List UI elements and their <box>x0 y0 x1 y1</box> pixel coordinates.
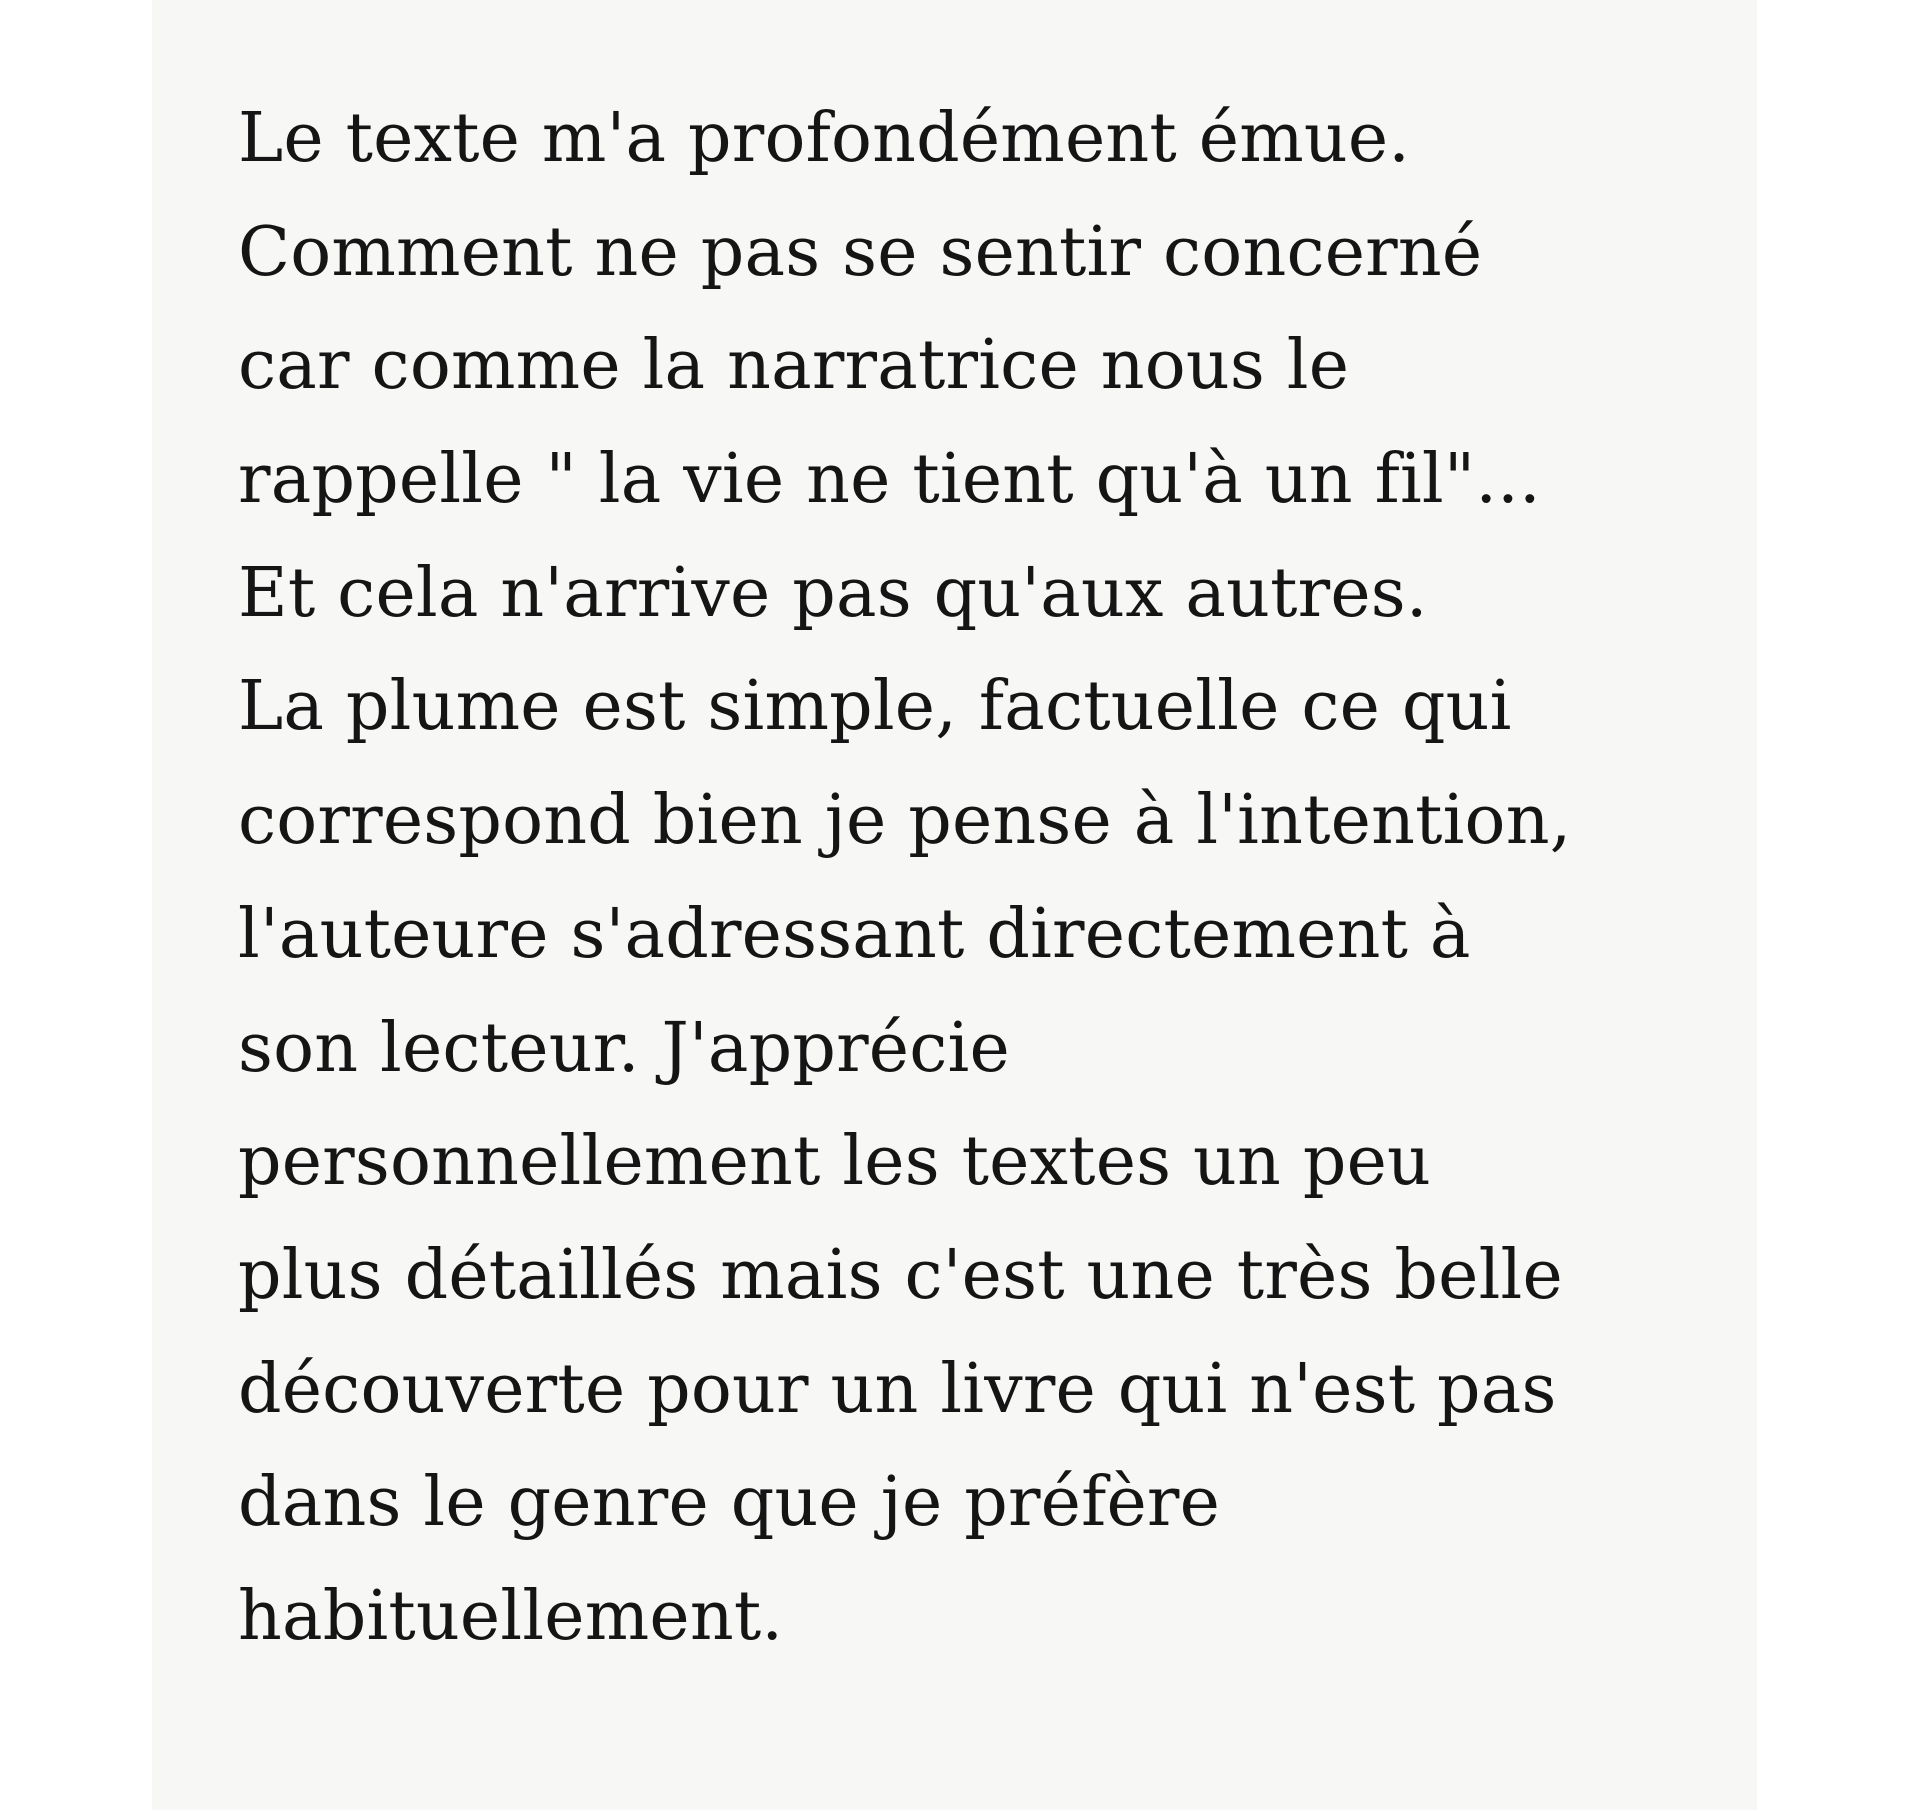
text-line: Comment ne pas se sentir concerné <box>238 212 1483 292</box>
text-line: car comme la narratrice nous le <box>238 326 1350 406</box>
text-line: Le texte m'a profondément émue. <box>238 99 1411 178</box>
text-line: Et cela n'arrive pas qu'aux autres. <box>238 553 1428 633</box>
text-line: découverte pour un livre qui n'est pas <box>238 1349 1557 1429</box>
text-line: son lecteur. J'apprécie <box>238 1008 1010 1088</box>
text-line: personnellement les textes un peu <box>238 1122 1432 1202</box>
text-line: correspond bien je pense à l'intention, <box>238 781 1572 861</box>
text-line: plus détaillés mais c'est une très belle <box>238 1235 1563 1315</box>
review-text <box>238 82 1572 1674</box>
text-line: dans le genre que je préfère <box>238 1463 1221 1543</box>
text-line: l'auteure s'adressant directement à <box>238 894 1471 974</box>
text-line: habituellement. <box>238 1576 784 1656</box>
text-line: La plume est simple, factuelle ce qui <box>238 667 1512 747</box>
text-line: rappelle " la vie ne tient qu'à un fil"... <box>238 440 1541 520</box>
